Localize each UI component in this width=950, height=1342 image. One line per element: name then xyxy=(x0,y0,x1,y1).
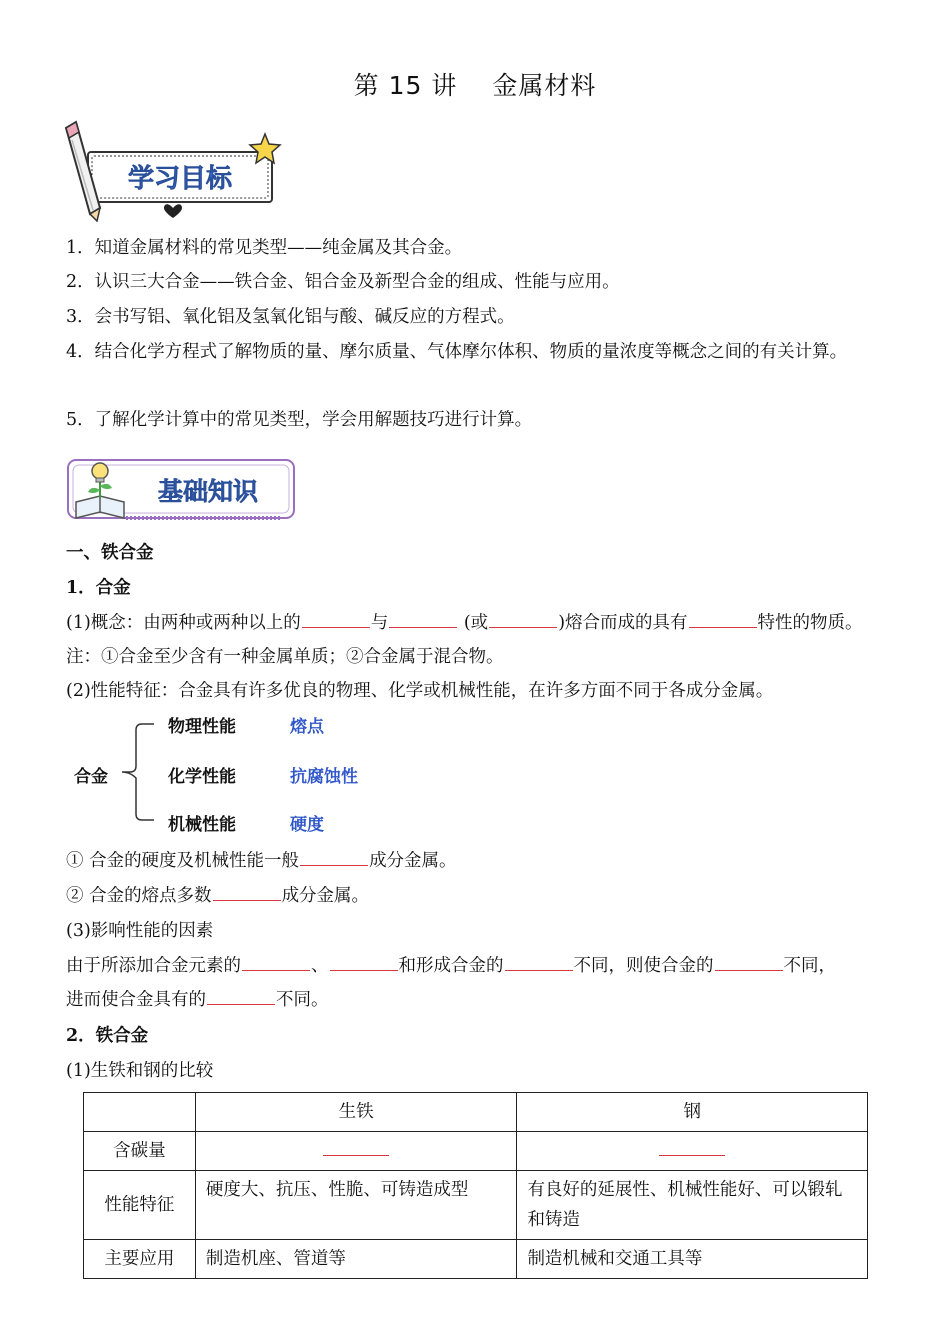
table-cell: 含碳量 xyxy=(84,1132,196,1171)
concept-text-d: )熔合而成的具有 xyxy=(558,613,688,633)
factors-text-c: 和形成合金的 xyxy=(398,956,504,976)
table-cell: 性能特征 xyxy=(84,1171,196,1240)
note-line: 注：①合金至少含有一种金属单质；②合金属于混合物。 xyxy=(66,647,504,667)
table-cell: 制造机座、管道等 xyxy=(195,1240,517,1279)
answer-blank[interactable] xyxy=(207,984,275,1005)
answer-blank[interactable] xyxy=(715,950,783,971)
answer-blank[interactable] xyxy=(302,607,370,628)
badge-label: 基础知识 xyxy=(157,477,259,506)
concept-line xyxy=(66,606,884,640)
table-header-cell: 生铁 xyxy=(195,1093,517,1132)
alloy-properties-diagram xyxy=(66,706,466,842)
basics-badge xyxy=(66,456,301,532)
tree-branch-label: 物理性能 xyxy=(168,717,236,737)
factors-line-2 xyxy=(66,983,884,1017)
factors-line-1 xyxy=(66,949,884,983)
answer-blank[interactable] xyxy=(689,607,757,628)
answer-blank[interactable] xyxy=(300,845,368,866)
table-row xyxy=(84,1240,868,1279)
factors-text-g: 不同。 xyxy=(276,990,329,1010)
table-row xyxy=(84,1132,868,1171)
objective-2: 2．认识三大合金——铁合金、铝合金及新型合金的组成、性能与应用。 xyxy=(66,272,620,292)
tree-branch-label: 机械性能 xyxy=(168,815,236,835)
factors-heading: (3)影响性能的因素 xyxy=(66,921,214,941)
tree-branch-value: 抗腐蚀性 xyxy=(290,767,358,787)
objective-4: 4．结合化学方程式了解物质的量、摩尔质量、气体摩尔体积、物质的量浓度等概念之间的有关计算。 xyxy=(66,342,848,362)
heart-icon xyxy=(164,204,182,218)
page-title: 第 15 讲 金属材料 xyxy=(353,71,597,100)
answer-blank[interactable] xyxy=(213,880,281,901)
point-2-text-b: 成分金属。 xyxy=(281,886,370,906)
subheading-iron-alloy: 2．铁合金 xyxy=(66,1026,149,1046)
answer-blank[interactable] xyxy=(489,607,557,628)
table-cell: 有良好的延展性、机械性能好、可以锻轧和铸造 xyxy=(517,1171,868,1240)
tree-root: 合金 xyxy=(74,767,108,787)
concept-text-b: 与 xyxy=(370,613,389,633)
table-header-cell xyxy=(84,1093,196,1132)
table-cell: 主要应用 xyxy=(84,1240,196,1279)
tree-branch-value: 熔点 xyxy=(290,717,324,737)
concept-text-a: (1)概念：由两种或两种以上的 xyxy=(66,613,301,633)
table-row xyxy=(84,1093,868,1132)
point-2-line xyxy=(66,879,884,913)
factors-text-a: 由于所添加合金元素的 xyxy=(66,956,241,976)
point-1-text-b: 成分金属。 xyxy=(369,851,457,871)
table-row xyxy=(84,1171,868,1240)
objective-3: 3．会书写铝、氧化铝及氢氧化铝与酸、碱反应的方程式。 xyxy=(66,307,515,327)
table-cell: 制造机械和交通工具等 xyxy=(517,1240,868,1279)
table-header-cell: 钢 xyxy=(517,1093,868,1132)
point-2-text-a: ② 合金的熔点多数 xyxy=(66,886,212,906)
badge-label: 学习目标 xyxy=(127,164,233,194)
factors-text-f: 进而使合金具有的 xyxy=(66,990,206,1010)
table-cell xyxy=(517,1132,868,1171)
feature-line: (2)性能特征：合金具有许多优良的物理、化学或机械性能，在许多方面不同于各成分金属。 xyxy=(66,681,774,701)
compare-heading: (1)生铁和钢的比较 xyxy=(66,1061,214,1081)
iron-steel-table xyxy=(83,1092,868,1279)
factors-text-e: 不同， xyxy=(783,956,836,976)
answer-blank[interactable] xyxy=(389,607,457,628)
tree-branch-value: 硬度 xyxy=(290,815,324,835)
answer-blank[interactable] xyxy=(323,1139,389,1156)
factors-text-d: 不同，则使合金的 xyxy=(573,956,714,976)
concept-text-e: 特性的物质。 xyxy=(757,613,863,633)
answer-blank[interactable] xyxy=(330,950,398,971)
answer-blank[interactable] xyxy=(659,1139,725,1156)
answer-blank[interactable] xyxy=(505,950,573,971)
table-cell: 硬度大、抗压、性脆、可铸造成型 xyxy=(195,1171,517,1240)
subheading-alloy: 1．合金 xyxy=(66,578,131,598)
factors-text-b: 、 xyxy=(311,956,329,976)
section-heading-iron-alloy: 一、铁合金 xyxy=(66,543,154,563)
answer-blank[interactable] xyxy=(242,950,310,971)
tree-branch-label: 化学性能 xyxy=(168,767,236,787)
table-cell xyxy=(195,1132,517,1171)
objectives-badge xyxy=(60,118,285,222)
objective-1: 1．知道金属材料的常见类型——纯金属及其合金。 xyxy=(66,238,463,258)
point-1-line xyxy=(66,844,884,878)
point-1-text-a: ① 合金的硬度及机械性能一般 xyxy=(66,851,300,871)
objective-5: 5．了解化学计算中的常见类型，学会用解题技巧进行计算。 xyxy=(66,410,533,430)
concept-text-c: (或 xyxy=(458,613,489,633)
